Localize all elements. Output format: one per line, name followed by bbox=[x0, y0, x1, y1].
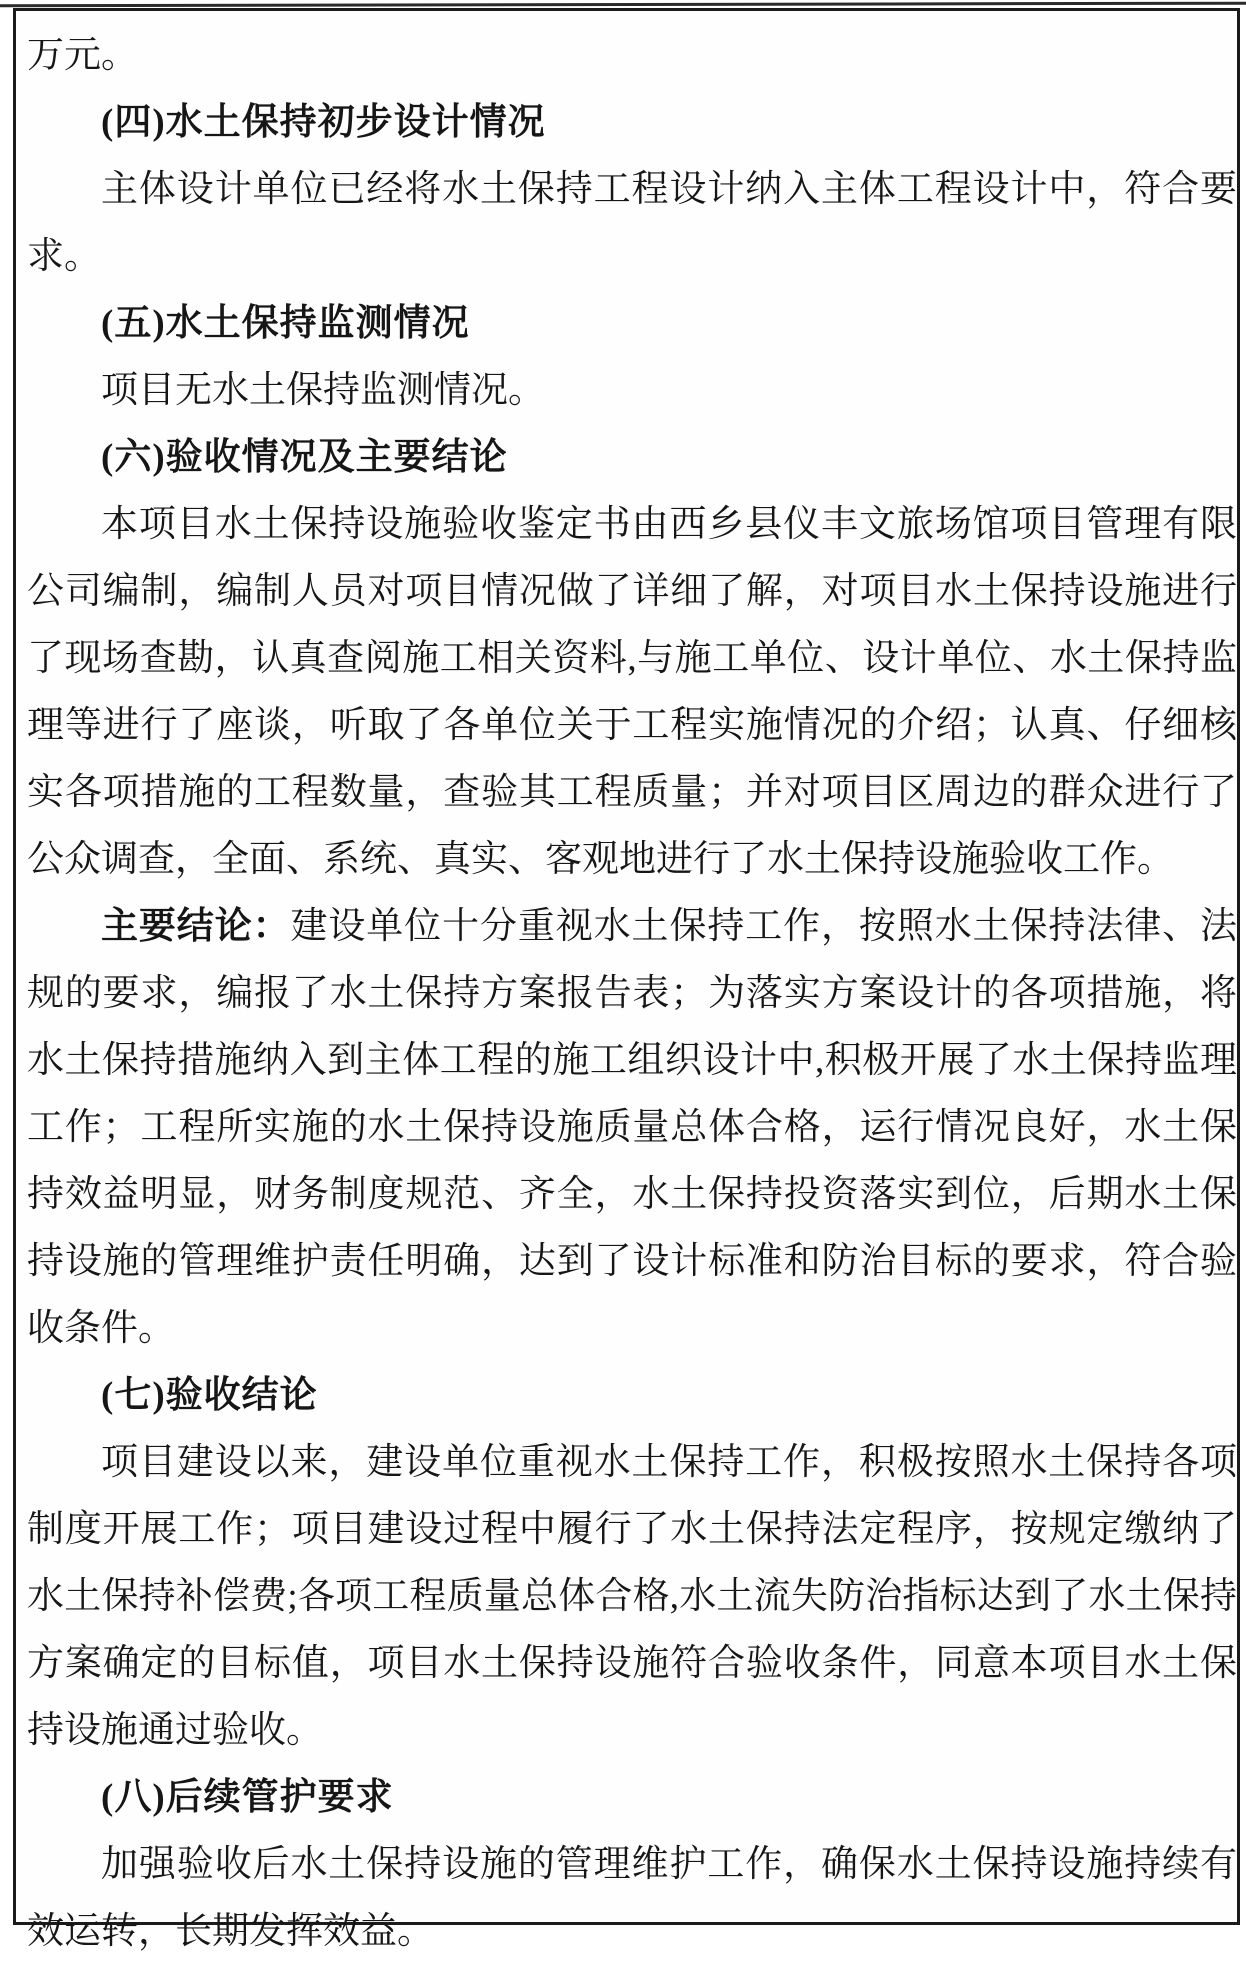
section-heading-7: (七)验收结论 bbox=[101, 1375, 318, 1416]
paragraph-acceptance-process: 本项目水土保持设施验收鉴定书由西乡县仪丰文旅场馆项目管理有限公司编制，编制人员对项目情况做了详细了解，对项目水土保持设施进行了现场查勘，认真查阅施工相关资料,与施工单位、设计单位、水土保持监理等进行了座谈，听取了各单位关于工程实施情况的介绍；认真、仔细核实各项措施的工程数量，查验其工程质量；并对项目区周边的群众进行了公众调查，全面、系统、真实、客观地进行了水土保持设施验收工作。 bbox=[27, 504, 1237, 880]
section-heading-8: (八)后续管护要求 bbox=[101, 1777, 394, 1818]
paragraph-acceptance-conclusion: 项目建设以来，建设单位重视水土保持工作，积极按照水土保持各项制度开展工作；项目建设过程中履行了水土保持法定程序，按规定缴纳了水土保持补偿费;各项工程质量总体合格,水土流失防治指标达到了水土保持方案确定的目标值，项目水土保持设施符合验收条件，同意本项目水土保持设施通过验收。 bbox=[27, 1442, 1237, 1751]
paragraph-main-conclusion bbox=[27, 893, 1237, 1362]
document-body bbox=[27, 22, 1237, 1965]
paragraph-monitoring: 项目无水土保持监测情况。 bbox=[101, 370, 545, 411]
paragraph-preliminary-design: 主体设计单位已经将水土保持工程设计纳入主体工程设计中，符合要求。 bbox=[27, 169, 1237, 277]
main-conclusion-text: 建设单位十分重视水土保持工作，按照水土保持法律、法规的要求，编报了水土保持方案报告表；为落实方案设计的各项措施，将水土保持措施纳入到主体工程的施工组织设计中,积极开展了水土保持监理工作；工程所实施的水土保持设施质量总体合格，运行情况良好，水土保持效益明显，财务制度规范、齐全，水土保持投资落实到位，后期水土保持设施的管理维护责任明确，达到了设计标准和防治目标的要求，符合验收条件。 bbox=[27, 906, 1238, 1349]
scan-artifact-line bbox=[0, 2, 1246, 8]
section-heading-6: (六)验收情况及主要结论 bbox=[101, 437, 508, 478]
section-heading-4: (四)水土保持初步设计情况 bbox=[101, 102, 546, 143]
paragraph-continuation: 万元。 bbox=[27, 35, 138, 76]
section-heading-5: (五)水土保持监测情况 bbox=[101, 303, 470, 344]
paragraph-follow-up-management: 加强验收后水土保持设施的管理维护工作，确保水土保持设施持续有效运转，长期发挥效益。 bbox=[27, 1844, 1237, 1952]
main-conclusion-lead-label: 主要结论： bbox=[101, 906, 291, 947]
